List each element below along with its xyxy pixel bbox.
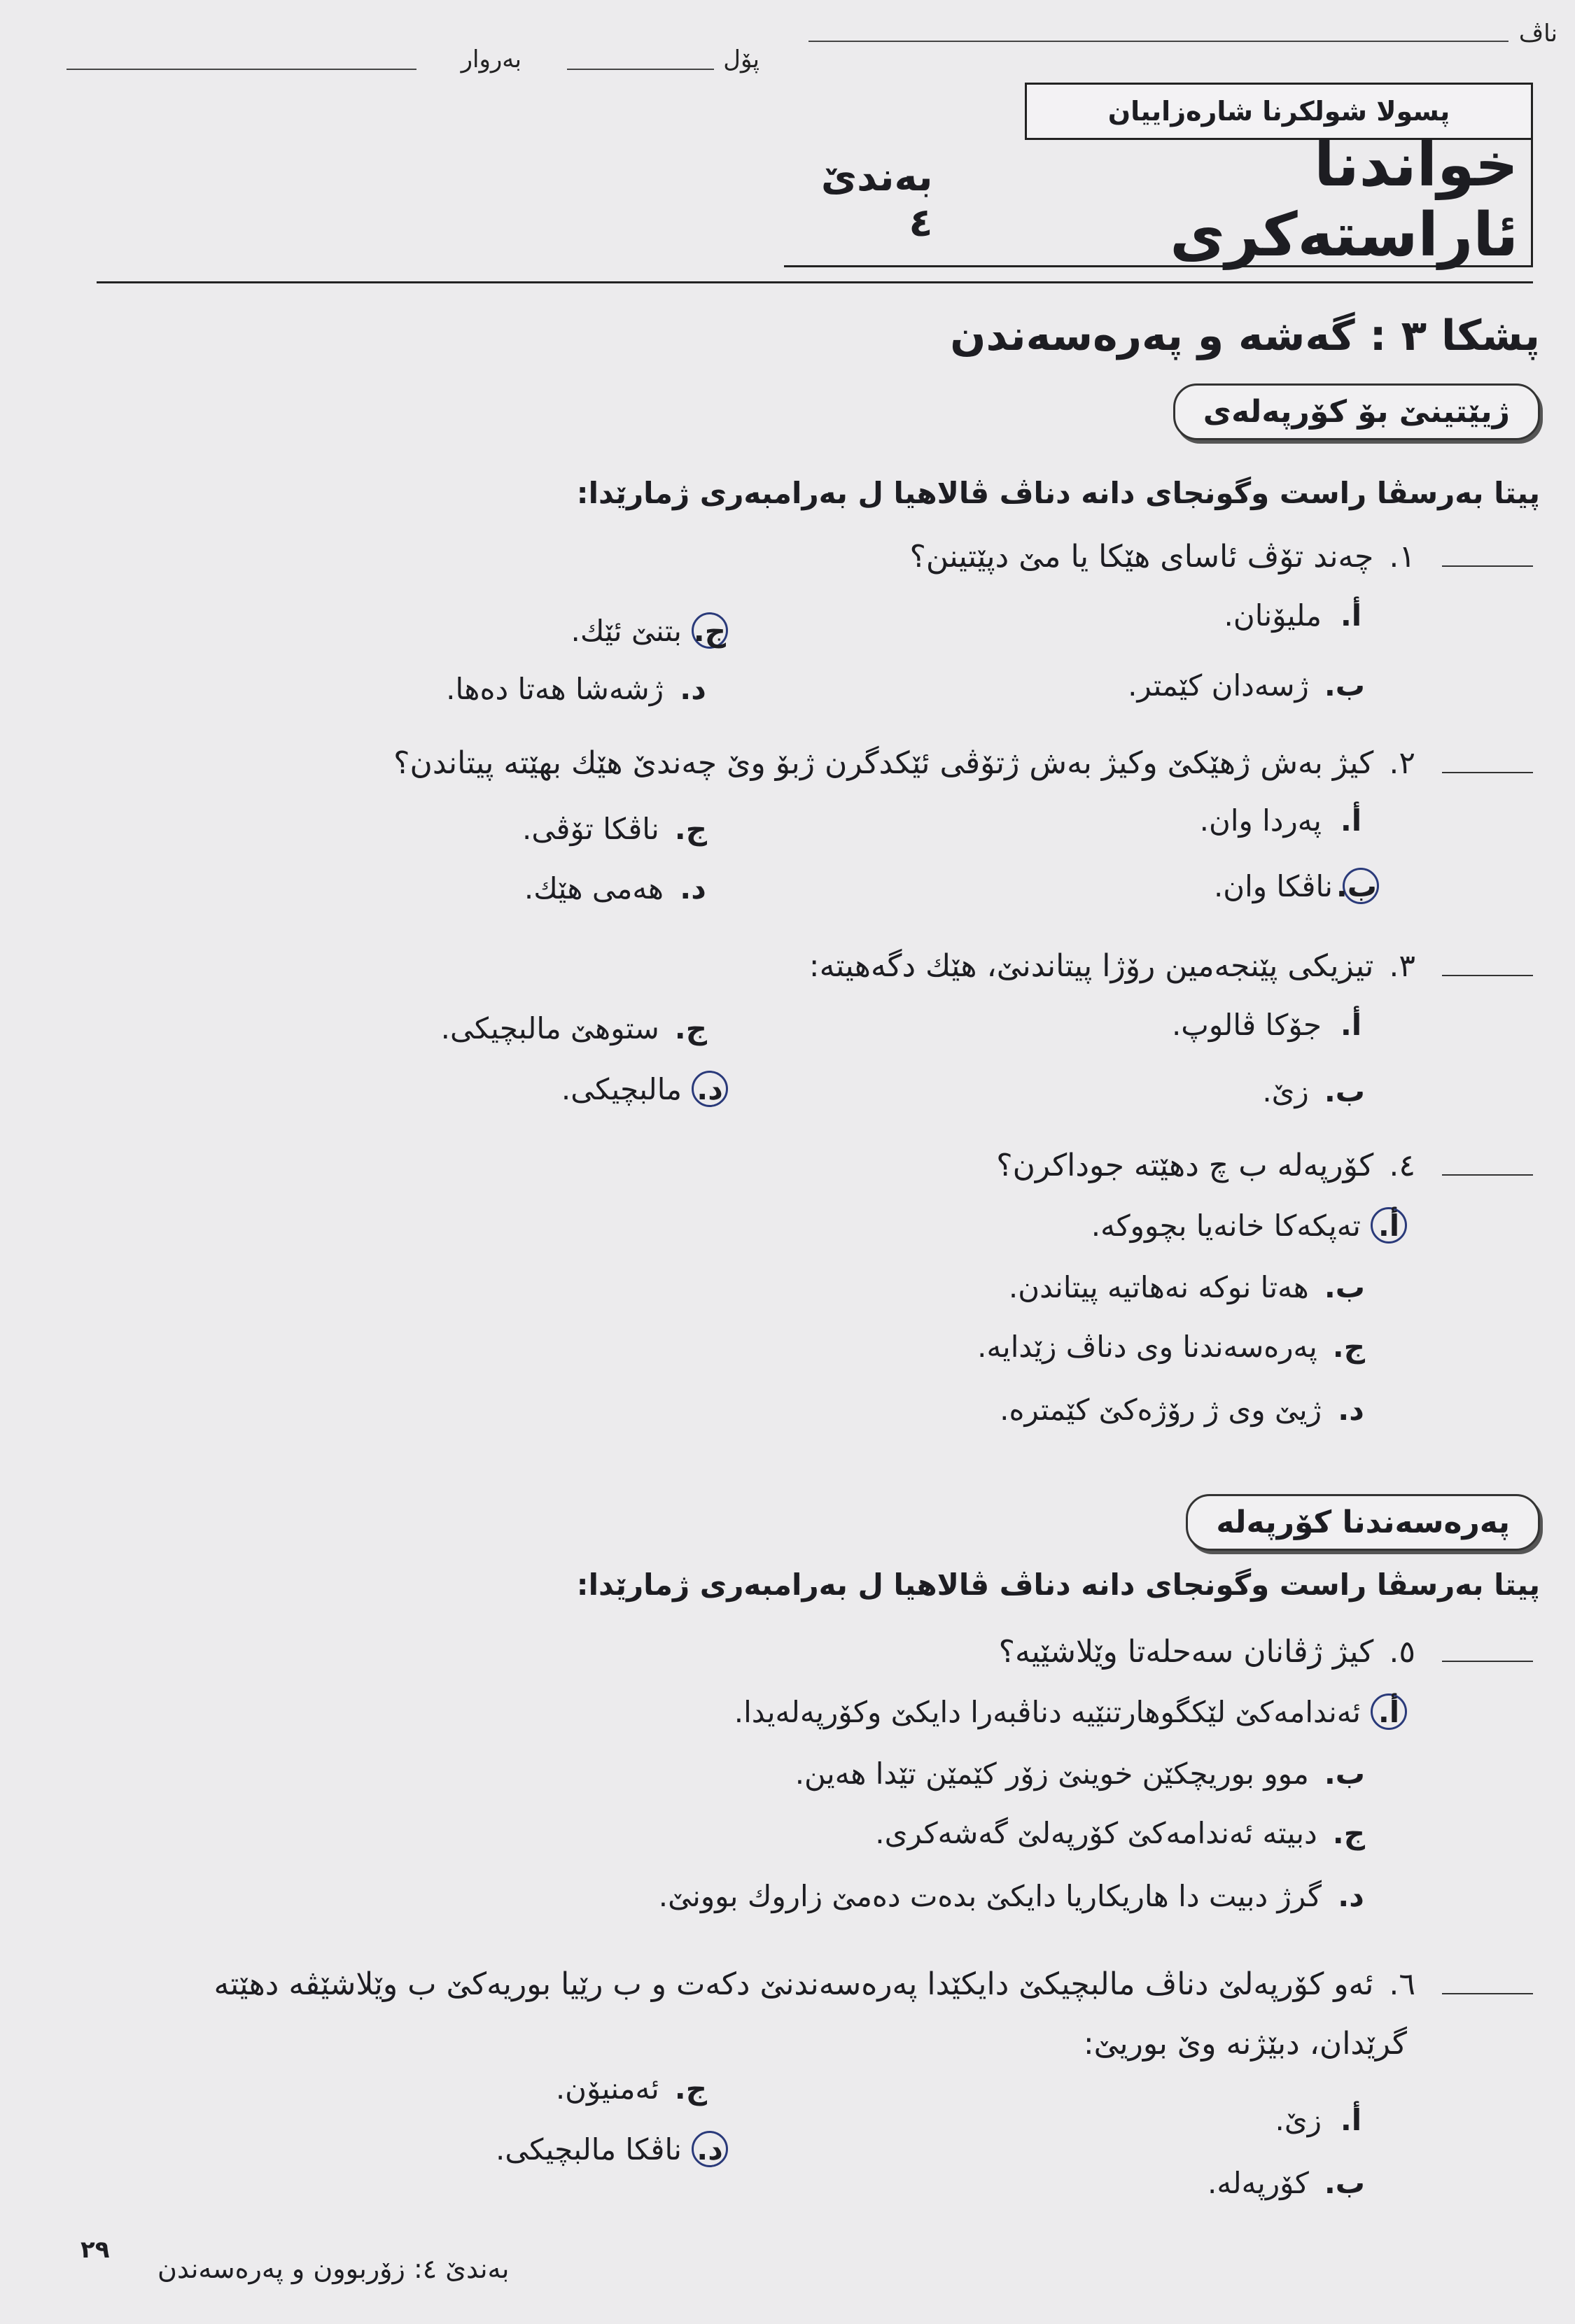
option-text: ملیۆنان.: [1224, 598, 1322, 633]
option-letter-circled: ب.: [1343, 868, 1379, 904]
question-text: ئەو كۆرپەلێ دناڤ مالبچیكێ دایكێدا پەرەسەندنێ دكەت و ب رێیا بوریەكێ ب وێلاشێڤە دهێتە: [214, 1966, 1374, 2002]
option-letter: د.: [1338, 1393, 1364, 1427]
option-text: ناڤكا وان.: [1213, 869, 1333, 903]
question-6-continued: [1084, 2026, 1407, 2062]
option-6a[interactable]: [1275, 2103, 1365, 2137]
question-number: ٥.: [1389, 1634, 1415, 1670]
option-letter: ب.: [1324, 1074, 1365, 1108]
name-field[interactable]: [808, 41, 1508, 42]
option-letter: ج.: [1332, 1330, 1365, 1364]
option-5a[interactable]: [734, 1693, 1407, 1730]
option-6d[interactable]: [496, 2131, 728, 2167]
option-5c[interactable]: [875, 1816, 1365, 1850]
class-label: پۆل: [723, 45, 760, 73]
option-letter: أ.: [1340, 2103, 1362, 2137]
question-number: ٣.: [1389, 948, 1415, 984]
option-text: گرژ دبیت دا هاریكاریا دایكێ بدەت دەمێ زاروك بوونێ.: [658, 1879, 1322, 1913]
title-box: [784, 129, 1533, 270]
option-letter: ب.: [1324, 668, 1365, 703]
option-text: بتنێ ئێك.: [570, 614, 682, 648]
page-title: خواندنا ئاراستەكری: [1170, 129, 1518, 270]
option-4a[interactable]: [1091, 1207, 1407, 1244]
question-1: [909, 539, 1533, 575]
question-6: [214, 1966, 1533, 2002]
option-letter-circled: أ.: [1371, 1693, 1407, 1730]
question-5: [999, 1634, 1533, 1670]
option-5b[interactable]: [795, 1756, 1365, 1791]
question-text: گرێدان، دبێژنە وێ بوریێ:: [1083, 2026, 1407, 2062]
question-text: چەند تۆڤ ئاسای هێكا یا مێ دپێتینن؟: [909, 539, 1374, 575]
option-text: ژشەشا هەتا دەها.: [446, 672, 664, 706]
answer-blank-2[interactable]: [1442, 772, 1533, 773]
page-number: ٢٩: [80, 2236, 110, 2264]
option-text: ناڤكا تۆڤی.: [522, 812, 659, 846]
option-letter-circled: أ.: [1371, 1207, 1407, 1244]
option-letter: د.: [1338, 1879, 1364, 1913]
option-3b[interactable]: [1262, 1074, 1365, 1108]
option-4c[interactable]: [977, 1330, 1365, 1364]
option-text: دبیتە ئەندامەكێ كۆرپەلێ گەشەكری.: [875, 1816, 1317, 1850]
option-letter: د.: [680, 871, 706, 906]
option-letter: ب.: [1324, 1270, 1365, 1304]
unit-label: بەندێ ٤: [820, 154, 933, 246]
option-text: هەمی هێك.: [524, 871, 664, 906]
section-pill-development: پەرەسەندنا كۆرپەلە: [1186, 1494, 1540, 1551]
option-text: ستوهێ مالبچیكی.: [440, 1011, 659, 1045]
option-2b[interactable]: [1214, 868, 1379, 904]
section2-instruction: پیتا بەرسڤا راست وگونجای دانە دناڤ ڤالاهیا ل بەرامبەری ژمارێدا:: [576, 1568, 1540, 1602]
option-1d[interactable]: [446, 672, 707, 706]
date-field[interactable]: [66, 69, 416, 70]
option-3a[interactable]: [1172, 1008, 1365, 1042]
option-text: زێ.: [1275, 2103, 1322, 2137]
date-label: بەروار: [461, 45, 522, 73]
option-letter-circled: ج.: [692, 612, 728, 649]
question-4: [996, 1148, 1533, 1183]
option-3d[interactable]: [561, 1071, 728, 1107]
question-number: ٦.: [1389, 1966, 1415, 2002]
option-text: ئەندامەكێ لێكگوهارتنێیە دناڤبەرا دایكێ وكۆرپەلەیدا.: [734, 1695, 1361, 1729]
option-letter-circled: د.: [692, 2131, 728, 2167]
footer-chapter: بەندێ ٤: زۆربوون و پەرەسەندن: [158, 2253, 510, 2284]
answer-blank-3[interactable]: [1442, 975, 1533, 976]
question-text: كیژ بەش ژهێكێ وكیژ بەش ژتۆڤی ئێكدگرن ژبۆ وێ چەندێ هێك بهێتە پیتاندن؟: [393, 745, 1374, 781]
option-6b[interactable]: [1208, 2166, 1365, 2200]
option-letter: ب.: [1324, 1756, 1365, 1791]
question-2: [393, 745, 1533, 781]
option-letter: ج.: [1332, 1816, 1365, 1850]
option-text: ئەمنیۆن.: [555, 2071, 659, 2106]
option-6c[interactable]: [556, 2071, 707, 2106]
question-number: ١.: [1389, 539, 1415, 575]
option-1a[interactable]: [1224, 598, 1365, 633]
option-letter: أ.: [1340, 803, 1362, 838]
option-letter: ج.: [674, 1011, 707, 1045]
question-text: كیژ ژڤانان سەحلەتا وێلاشێیە؟: [998, 1634, 1374, 1670]
question-number: ٢.: [1389, 745, 1415, 781]
option-2c[interactable]: [522, 812, 707, 846]
question-number: ٤.: [1389, 1148, 1415, 1183]
lesson-heading: پشكا ٣ : گەشە و پەرەسەندن: [950, 311, 1540, 360]
question-3: [809, 948, 1533, 984]
option-text: موو بوریچكێن خوینێ زۆر كێمێن تێدا هەین.: [794, 1756, 1309, 1791]
option-letter: أ.: [1340, 1008, 1362, 1042]
answer-blank-5[interactable]: [1442, 1661, 1533, 1662]
option-1c[interactable]: [570, 612, 728, 649]
subject-text: پسولا شولكرنا شارەزاییان: [1107, 96, 1450, 127]
option-4d[interactable]: [1000, 1393, 1365, 1427]
section1-instruction: پیتا بەرسڤا راست وگونجای دانە دناڤ ڤالاهیا ل بەرامبەری ژمارێدا:: [576, 476, 1540, 510]
title-divider: [97, 281, 1533, 283]
answer-blank-4[interactable]: [1442, 1174, 1533, 1176]
option-4b[interactable]: [1009, 1270, 1365, 1304]
name-label: ناڤ: [1518, 20, 1558, 48]
option-text: پەردا وان.: [1199, 803, 1322, 838]
option-text: جۆكا ڤالوپ.: [1171, 1008, 1322, 1042]
question-text: تیزیكی پێنجەمین رۆژا پیتاندنێ، هێك دگەهیتە:: [808, 948, 1374, 984]
option-text: ژیێ وی ژ رۆژەكێ كێمترە.: [1000, 1393, 1322, 1427]
option-letter-circled: د.: [692, 1071, 728, 1107]
option-text: پەرەسەندنا وی دناڤ زێدایە.: [977, 1330, 1317, 1364]
answer-blank-1[interactable]: [1442, 565, 1533, 567]
option-text: تەپكەكا خانەیا بچووكە.: [1091, 1209, 1361, 1243]
option-letter: ج.: [674, 812, 707, 846]
option-letter: أ.: [1340, 598, 1362, 633]
option-text: ژسەدان كێمتر.: [1128, 668, 1309, 703]
option-text: هەتا نوكە نەهاتیە پیتاندن.: [1008, 1270, 1309, 1304]
option-text: كۆرپەلە.: [1207, 2166, 1309, 2200]
option-text: ناڤكا مالبچیكی.: [495, 2132, 682, 2167]
question-text: كۆرپەلە ب چ دهێتە جوداكرن؟: [996, 1148, 1374, 1183]
answer-blank-6[interactable]: [1442, 1993, 1533, 1994]
option-3c[interactable]: [441, 1011, 707, 1045]
option-letter: د.: [680, 672, 706, 706]
section-pill-fertilization: ژیێتینێ بۆ كۆرپەلەی: [1173, 383, 1540, 440]
option-5d[interactable]: [659, 1879, 1365, 1913]
class-field[interactable]: [567, 69, 714, 70]
option-2a[interactable]: [1200, 803, 1365, 838]
option-letter: ج.: [674, 2071, 707, 2106]
option-letter: ب.: [1324, 2166, 1365, 2200]
option-text: مالبچیكی.: [561, 1072, 682, 1106]
option-1b[interactable]: [1128, 668, 1365, 703]
option-text: زێ.: [1262, 1074, 1309, 1108]
option-2d[interactable]: [524, 871, 707, 906]
